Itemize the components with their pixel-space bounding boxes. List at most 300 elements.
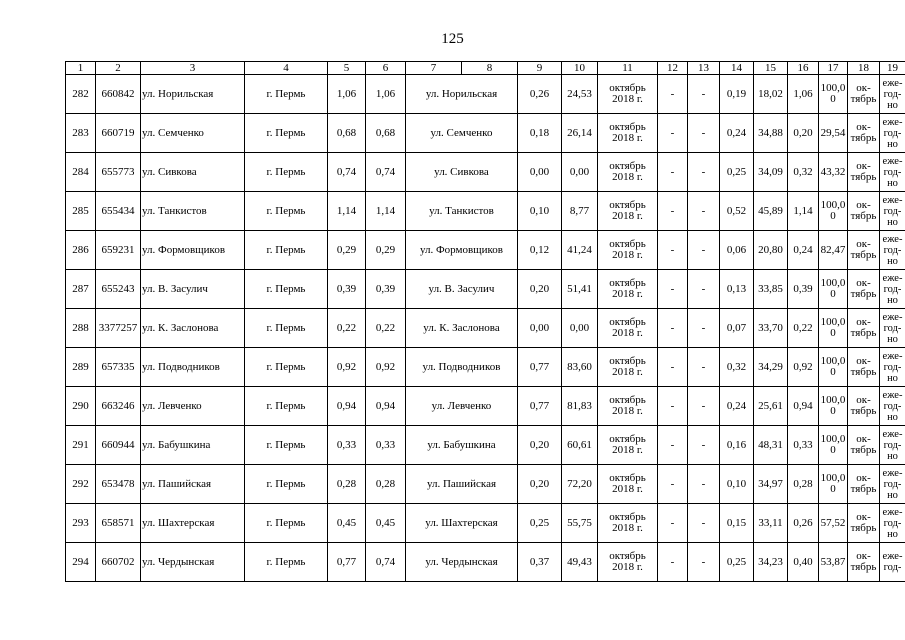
- percent-cell: [819, 309, 848, 348]
- cell-line: ок-: [856, 277, 871, 289]
- length-cell: 0,68: [328, 114, 366, 153]
- street-name-cell: ул. Шахтерская: [141, 504, 245, 543]
- percent-cell: 55,75: [562, 504, 598, 543]
- value-cell: 0,22: [788, 309, 819, 348]
- table-row: [66, 309, 905, 348]
- value-cell: 1,14: [788, 192, 819, 231]
- frequency-cell: [880, 348, 905, 387]
- page-number: 125: [441, 31, 464, 47]
- cell-line: но: [887, 372, 898, 384]
- code-cell: 659231: [96, 231, 141, 270]
- value-cell: 0,24: [720, 387, 754, 426]
- percent-cell: 34,09: [754, 153, 788, 192]
- value-cell: 0,06: [720, 231, 754, 270]
- cell-line: 0: [830, 366, 836, 378]
- section-name-cell: ул. Норильская: [406, 75, 518, 114]
- length-cell: 0,45: [366, 504, 406, 543]
- length-cell: 0,68: [366, 114, 406, 153]
- street-name-cell: ул. В. Засулич: [141, 270, 245, 309]
- value-cell: 0,40: [788, 543, 819, 582]
- dash-cell: -: [658, 75, 688, 114]
- frequency-cell: [880, 387, 905, 426]
- value-cell: 0,33: [788, 426, 819, 465]
- length-cell: 0,28: [366, 465, 406, 504]
- table-row: [66, 504, 905, 543]
- cell-line: 100,0: [820, 82, 846, 94]
- section-name-cell: ул. К. Заслонова: [406, 309, 518, 348]
- cell-line: ок-: [856, 355, 871, 367]
- cell-line: еже-: [882, 194, 903, 206]
- value-cell: 0,18: [518, 114, 562, 153]
- code-cell: 660702: [96, 543, 141, 582]
- code-cell: 658571: [96, 504, 141, 543]
- value-cell: 0,07: [720, 309, 754, 348]
- registry-table: [65, 61, 905, 582]
- cell-line: ок-: [856, 472, 871, 484]
- length-cell: 0,74: [328, 153, 366, 192]
- cell-line: тябрь: [850, 249, 877, 261]
- cell-line: но: [887, 333, 898, 345]
- dash-cell: -: [658, 231, 688, 270]
- cell-line: 100,0: [820, 472, 846, 484]
- percent-cell: 0,00: [562, 309, 598, 348]
- cell-line: 2018 г.: [612, 405, 643, 417]
- cell-line: 57,52: [820, 516, 846, 529]
- cell-line: год-: [883, 562, 902, 573]
- cell-line: ок-: [856, 433, 871, 445]
- frequency-cell: [880, 426, 905, 465]
- street-name-cell: ул. Подводников: [141, 348, 245, 387]
- city-cell: г. Пермь: [245, 387, 328, 426]
- table-row: [66, 270, 905, 309]
- percent-cell: 25,61: [754, 387, 788, 426]
- percent-cell: [819, 192, 848, 231]
- frequency-cell: [880, 192, 905, 231]
- cell-line: ок-: [856, 238, 871, 250]
- column-header: 19: [880, 62, 905, 75]
- code-cell: 655434: [96, 192, 141, 231]
- cell-line: но: [887, 99, 898, 111]
- city-cell: г. Пермь: [245, 309, 328, 348]
- dash-cell: -: [688, 309, 720, 348]
- cell-line: 0: [830, 210, 836, 222]
- table-row: [66, 153, 905, 192]
- length-cell: 0,29: [328, 231, 366, 270]
- section-name-cell: ул. Формовщиков: [406, 231, 518, 270]
- row-number-cell: 288: [66, 309, 96, 348]
- city-cell: г. Пермь: [245, 231, 328, 270]
- section-name-cell: ул. Бабушкина: [406, 426, 518, 465]
- percent-cell: 60,61: [562, 426, 598, 465]
- value-cell: 0,20: [518, 465, 562, 504]
- length-cell: 0,94: [366, 387, 406, 426]
- cell-line: 2018 г.: [612, 366, 643, 378]
- cell-line: 100,0: [820, 433, 846, 445]
- street-name-cell: ул. Пашийская: [141, 465, 245, 504]
- column-header: 7: [406, 62, 462, 75]
- cell-line: но: [887, 450, 898, 462]
- percent-cell: 24,53: [562, 75, 598, 114]
- percent-cell: 34,23: [754, 543, 788, 582]
- table-row: [66, 75, 905, 114]
- month-cell: [848, 426, 880, 465]
- cell-line: еже-: [882, 350, 903, 362]
- street-name-cell: ул. Формовщиков: [141, 231, 245, 270]
- cell-line: тябрь: [850, 327, 877, 339]
- cell-line: 2018 г.: [612, 249, 643, 261]
- column-header: 8: [462, 62, 518, 75]
- city-cell: г. Пермь: [245, 348, 328, 387]
- cell-line: тябрь: [850, 132, 877, 144]
- city-cell: г. Пермь: [245, 426, 328, 465]
- length-cell: 1,14: [328, 192, 366, 231]
- month-cell: [848, 387, 880, 426]
- cell-line: 100,0: [820, 355, 846, 367]
- percent-cell: 34,88: [754, 114, 788, 153]
- cell-line: еже-: [882, 155, 903, 167]
- length-cell: 0,22: [328, 309, 366, 348]
- cell-line: ок-: [856, 511, 871, 523]
- value-cell: 0,26: [518, 75, 562, 114]
- cell-line: год-: [883, 88, 902, 100]
- cell-line: 0: [830, 405, 836, 417]
- dash-cell: -: [688, 270, 720, 309]
- section-name-cell: ул. Сивкова: [406, 153, 518, 192]
- dash-cell: -: [658, 348, 688, 387]
- cell-line: ок-: [856, 82, 871, 94]
- cell-line: но: [887, 216, 898, 228]
- cell-line: год-: [883, 205, 902, 217]
- column-header: 3: [141, 62, 245, 75]
- percent-cell: 33,70: [754, 309, 788, 348]
- length-cell: 0,74: [366, 153, 406, 192]
- city-cell: г. Пермь: [245, 465, 328, 504]
- city-cell: г. Пермь: [245, 543, 328, 582]
- cell-line: октябрь: [609, 238, 646, 250]
- percent-cell: [819, 75, 848, 114]
- cell-line: 0: [830, 288, 836, 300]
- cell-line: 2018 г.: [612, 93, 643, 105]
- cell-line: октябрь: [609, 550, 646, 562]
- street-name-cell: ул. Танкистов: [141, 192, 245, 231]
- street-name-cell: ул. Сивкова: [141, 153, 245, 192]
- cell-line: еже-: [882, 311, 903, 323]
- length-cell: 0,22: [366, 309, 406, 348]
- cell-line: 0: [830, 93, 836, 105]
- table-row: [66, 348, 905, 387]
- month-cell: [848, 309, 880, 348]
- frequency-cell: [880, 270, 905, 309]
- cell-line: 0: [830, 327, 836, 339]
- length-cell: 0,45: [328, 504, 366, 543]
- row-number-cell: 282: [66, 75, 96, 114]
- cell-line: год-: [883, 400, 902, 412]
- dash-cell: -: [688, 192, 720, 231]
- column-header: 6: [366, 62, 406, 75]
- cell-line: но: [887, 528, 898, 540]
- frequency-cell: [880, 309, 905, 348]
- cell-line: тябрь: [850, 522, 877, 534]
- city-cell: г. Пермь: [245, 153, 328, 192]
- date-cell: [598, 504, 658, 543]
- city-cell: г. Пермь: [245, 270, 328, 309]
- city-cell: г. Пермь: [245, 504, 328, 543]
- header-row: [66, 62, 905, 75]
- date-cell: [598, 309, 658, 348]
- percent-cell: [819, 465, 848, 504]
- cell-line: тябрь: [850, 405, 877, 417]
- street-name-cell: ул. Бабушкина: [141, 426, 245, 465]
- frequency-cell: [880, 153, 905, 192]
- value-cell: 0,77: [518, 387, 562, 426]
- value-cell: 0,13: [720, 270, 754, 309]
- percent-cell: 33,85: [754, 270, 788, 309]
- value-cell: 0,37: [518, 543, 562, 582]
- dash-cell: -: [658, 192, 688, 231]
- cell-line: ок-: [856, 394, 871, 406]
- cell-line: 43,32: [820, 165, 846, 178]
- value-cell: 0,24: [788, 231, 819, 270]
- column-header: 13: [688, 62, 720, 75]
- dash-cell: -: [688, 426, 720, 465]
- code-cell: 660944: [96, 426, 141, 465]
- dash-cell: -: [688, 387, 720, 426]
- cell-line: но: [887, 138, 898, 150]
- column-header: 2: [96, 62, 141, 75]
- cell-line: тябрь: [850, 171, 877, 183]
- cell-line: 29,54: [820, 126, 846, 139]
- value-cell: 0,00: [518, 309, 562, 348]
- cell-line: 0: [830, 483, 836, 495]
- column-header: 5: [328, 62, 366, 75]
- column-header: 1: [66, 62, 96, 75]
- city-cell: г. Пермь: [245, 114, 328, 153]
- month-cell: [848, 114, 880, 153]
- column-header: 17: [819, 62, 848, 75]
- cell-line: год-: [883, 322, 902, 334]
- month-cell: [848, 465, 880, 504]
- row-number-cell: 286: [66, 231, 96, 270]
- percent-cell: 48,31: [754, 426, 788, 465]
- cell-line: но: [887, 411, 898, 423]
- street-name-cell: ул. Семченко: [141, 114, 245, 153]
- cell-line: тябрь: [850, 483, 877, 495]
- length-cell: 0,74: [366, 543, 406, 582]
- table-row: [66, 192, 905, 231]
- cell-line: ок-: [856, 199, 871, 211]
- dash-cell: -: [658, 543, 688, 582]
- column-header: 12: [658, 62, 688, 75]
- value-cell: 0,24: [720, 114, 754, 153]
- percent-cell: 81,83: [562, 387, 598, 426]
- cell-line: год-: [883, 283, 902, 295]
- percent-cell: 0,00: [562, 153, 598, 192]
- code-cell: 655243: [96, 270, 141, 309]
- dash-cell: -: [688, 543, 720, 582]
- cell-line: 0: [830, 444, 836, 456]
- value-cell: 0,77: [518, 348, 562, 387]
- length-cell: 0,92: [366, 348, 406, 387]
- row-number-cell: 293: [66, 504, 96, 543]
- cell-line: 100,0: [820, 199, 846, 211]
- code-cell: 663246: [96, 387, 141, 426]
- dash-cell: -: [658, 270, 688, 309]
- dash-cell: -: [688, 153, 720, 192]
- value-cell: 0,26: [788, 504, 819, 543]
- length-cell: 0,29: [366, 231, 406, 270]
- cell-line: тябрь: [850, 561, 877, 573]
- table-row: [66, 114, 905, 153]
- percent-cell: [819, 153, 848, 192]
- cell-line: тябрь: [850, 93, 877, 105]
- city-cell: г. Пермь: [245, 192, 328, 231]
- cell-line: октябрь: [609, 316, 646, 328]
- street-name-cell: ул. К. Заслонова: [141, 309, 245, 348]
- dash-cell: -: [658, 153, 688, 192]
- length-cell: 0,33: [366, 426, 406, 465]
- column-header: 9: [518, 62, 562, 75]
- cell-line: год-: [883, 127, 902, 139]
- cell-line: ок-: [856, 316, 871, 328]
- length-cell: 1,06: [328, 75, 366, 114]
- date-cell: [598, 543, 658, 582]
- month-cell: [848, 231, 880, 270]
- row-number-cell: 285: [66, 192, 96, 231]
- table-row: [66, 231, 905, 270]
- date-cell: [598, 465, 658, 504]
- percent-cell: 72,20: [562, 465, 598, 504]
- cell-line: еже-: [882, 506, 903, 518]
- section-name-cell: ул. Левченко: [406, 387, 518, 426]
- cell-line: 53,87: [820, 555, 846, 568]
- value-cell: 0,25: [518, 504, 562, 543]
- column-header: 15: [754, 62, 788, 75]
- frequency-cell: [880, 75, 905, 114]
- month-cell: [848, 192, 880, 231]
- dash-cell: -: [688, 348, 720, 387]
- dash-cell: -: [658, 309, 688, 348]
- dash-cell: -: [688, 114, 720, 153]
- value-cell: 0,19: [720, 75, 754, 114]
- cell-line: еже-: [882, 233, 903, 245]
- length-cell: 0,77: [328, 543, 366, 582]
- table-body: [66, 75, 905, 582]
- dash-cell: -: [688, 465, 720, 504]
- cell-line: еже-: [882, 272, 903, 284]
- percent-cell: [819, 231, 848, 270]
- percent-cell: 26,14: [562, 114, 598, 153]
- row-number-cell: 283: [66, 114, 96, 153]
- code-cell: 3377257: [96, 309, 141, 348]
- value-cell: 0,20: [788, 114, 819, 153]
- value-cell: 0,20: [518, 426, 562, 465]
- cell-line: ок-: [856, 550, 871, 562]
- frequency-cell: [880, 504, 905, 543]
- cell-line: 100,0: [820, 316, 846, 328]
- street-name-cell: ул. Левченко: [141, 387, 245, 426]
- city-cell: г. Пермь: [245, 75, 328, 114]
- percent-cell: 20,80: [754, 231, 788, 270]
- column-header: 16: [788, 62, 819, 75]
- value-cell: 0,25: [720, 153, 754, 192]
- dash-cell: -: [688, 75, 720, 114]
- length-cell: 0,92: [328, 348, 366, 387]
- month-cell: [848, 270, 880, 309]
- cell-line: год-: [883, 166, 902, 178]
- code-cell: 655773: [96, 153, 141, 192]
- section-name-cell: ул. Семченко: [406, 114, 518, 153]
- value-cell: 0,32: [788, 153, 819, 192]
- column-header: 10: [562, 62, 598, 75]
- value-cell: 0,52: [720, 192, 754, 231]
- length-cell: 1,14: [366, 192, 406, 231]
- date-cell: [598, 387, 658, 426]
- cell-line: 100,0: [820, 277, 846, 289]
- month-cell: [848, 75, 880, 114]
- section-name-cell: ул. Чердынская: [406, 543, 518, 582]
- section-name-cell: ул. В. Засулич: [406, 270, 518, 309]
- column-header: 14: [720, 62, 754, 75]
- percent-cell: 51,41: [562, 270, 598, 309]
- cell-line: 2018 г.: [612, 288, 643, 300]
- cell-line: еже-: [882, 77, 903, 89]
- month-cell: [848, 153, 880, 192]
- cell-line: еже-: [882, 428, 903, 440]
- column-header: 18: [848, 62, 880, 75]
- row-number-cell: 290: [66, 387, 96, 426]
- cell-line: 2018 г.: [612, 444, 643, 456]
- percent-cell: 83,60: [562, 348, 598, 387]
- row-number-cell: 284: [66, 153, 96, 192]
- percent-cell: 49,43: [562, 543, 598, 582]
- cell-line: год-: [883, 478, 902, 490]
- cell-line: тябрь: [850, 210, 877, 222]
- value-cell: 0,16: [720, 426, 754, 465]
- cell-line: но: [887, 489, 898, 501]
- value-cell: 0,28: [788, 465, 819, 504]
- cell-line: но: [887, 177, 898, 189]
- cell-line: октябрь: [609, 394, 646, 406]
- value-cell: 0,20: [518, 270, 562, 309]
- cell-line: октябрь: [609, 121, 646, 133]
- cell-line: год-: [883, 361, 902, 373]
- percent-cell: 8,77: [562, 192, 598, 231]
- cell-line: год-: [883, 244, 902, 256]
- table-row: [66, 387, 905, 426]
- value-cell: 0,15: [720, 504, 754, 543]
- value-cell: 1,06: [788, 75, 819, 114]
- month-cell: [848, 348, 880, 387]
- month-cell: [848, 543, 880, 582]
- cell-line: ок-: [856, 160, 871, 172]
- code-cell: 660842: [96, 75, 141, 114]
- value-cell: 0,25: [720, 543, 754, 582]
- date-cell: [598, 426, 658, 465]
- table-row: [66, 543, 905, 582]
- dash-cell: -: [658, 426, 688, 465]
- percent-cell: [819, 270, 848, 309]
- frequency-cell: [880, 231, 905, 270]
- cell-line: октябрь: [609, 277, 646, 289]
- cell-line: год-: [883, 517, 902, 529]
- cell-line: октябрь: [609, 433, 646, 445]
- value-cell: 0,12: [518, 231, 562, 270]
- date-cell: [598, 114, 658, 153]
- row-number-cell: 294: [66, 543, 96, 582]
- percent-cell: [819, 348, 848, 387]
- percent-cell: [819, 504, 848, 543]
- cell-line: 2018 г.: [612, 132, 643, 144]
